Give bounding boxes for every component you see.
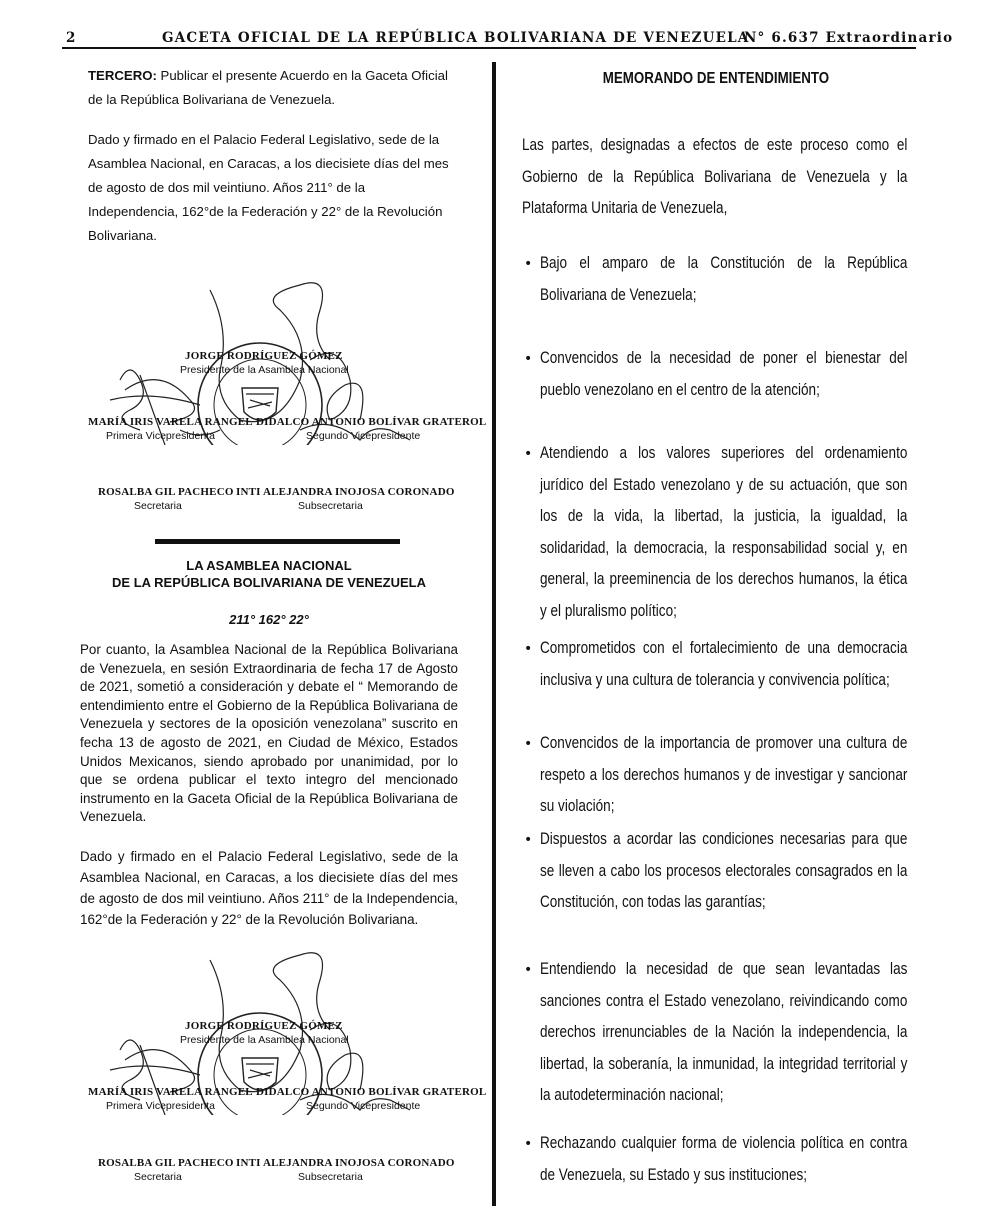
por-cuanto-paragraph: Por cuanto, la Asamblea Nacional de la República Bolivariana de Venezuela, en sesión Extraordinaria de fecha 17 de Agosto de 2021, sometió a consideración y debate el “ Memorando de entendimiento entre el Gobierno de la República Bolivariana de Venezuela y sectores de la oposición venezolana” suscrito en fecha 13 de agosto de 2021, en Ciudad de México, Estados Unidos Mexicanos, siendo aprobado por unanimidad, por lo que se ordena publicar el texto integro del mencionado instrumento en la Gaceta Oficial de la República Bolivariana de Venezuela.: [80, 642, 458, 825]
bullet-item: Rechazando cualquier forma de violencia política en contra de Venezuela, su Estado y sus instituciones;: [540, 1134, 908, 1184]
subsecretary-role: Subsecretaria: [298, 500, 363, 512]
dado-paragraph-2: Dado y firmado en el Palacio Federal Legislativo, sede de la Asamblea Nacional, en Caracas, a los diecisiete días del mes de agosto de dos mil veintiuno. Años 211° de la Independencia, 162°de la Federación y 22° de la Revolución Bolivariana.: [80, 849, 458, 927]
secretary-name-2: ROSALBA GIL PACHECO: [98, 1157, 234, 1169]
president-role: Presidente de la Asamblea Nacional: [180, 364, 349, 376]
memorandum-intro: Las partes, designadas a efectos de este proceso como el Gobierno de la República Bolivariana de Venezuela y la Plataforma Unitaria de Venezuela,: [522, 136, 908, 217]
bullet-glyph: •: [524, 1136, 533, 1152]
bullet-item: Comprometidos con el fortalecimiento de una democracia inclusiva y una cultura de tolerancia y convivencia política;: [540, 639, 908, 689]
bullet-glyph: •: [524, 256, 533, 272]
vp2-name-2: DIDALCO ANTONIO BOLÍVAR GRATEROL: [256, 1086, 487, 1098]
vp2-role-2: Segundo Vicepresidente: [306, 1100, 421, 1112]
subsecretary-name: INTI ALEJANDRA INOJOSA CORONADO: [236, 486, 455, 498]
tercero-text: Publicar el presente Acuerdo en la Gaceta Oficial de la República Bolivariana de Venezuela.: [88, 68, 448, 107]
gazette-title: GACETA OFICIAL DE LA REPÚBLICA BOLIVARIANA DE VENEZUELA: [162, 30, 750, 46]
bullet-glyph: •: [524, 736, 533, 752]
memorandum-title: MEMORANDO DE ENTENDIMIENTO: [602, 70, 830, 87]
tercero-label: TERCERO:: [88, 68, 157, 83]
bullet-item: Atendiendo a los valores superiores del ordenamiento jurídico del Estado venezolano y de su actuación, que son los de la vida, la libertad, la justicia, la igualdad, la solidaridad, la democracia, la responsabilidad social y, en general, la preeminencia de los derechos humanos, la ética y el pluralismo político;: [540, 444, 908, 620]
vp1-role-2: Primera Vicepresidenta: [106, 1100, 215, 1112]
secretary-role-2: Secretaria: [134, 1171, 182, 1183]
signature-block-2: [70, 950, 487, 1115]
bullet-item: Convencidos de la necesidad de poner el bienestar del pueblo venezolano en el centro de la atención;: [540, 349, 908, 399]
bullet-item: Entendiendo la necesidad de que sean levantadas las sanciones contra el Estado venezolano, reivindicando como derechos irrenunciables de la Nación la independencia, la libertad, la soberanía, la inmunidad, la integridad territorial y la autodeterminación nacional;: [540, 960, 908, 1104]
signature-block-1: [70, 280, 487, 445]
bullet-glyph: •: [524, 832, 533, 848]
secretary-name: ROSALBA GIL PACHECO: [98, 486, 234, 498]
bullet-glyph: •: [524, 351, 533, 367]
page-number: 2: [66, 30, 77, 46]
header-rule: [62, 47, 916, 49]
vp1-name-2: MARÍA IRIS VARELA RANGEL: [88, 1086, 253, 1098]
secretary-role: Secretaria: [134, 500, 182, 512]
issue-number: N° 6.637 Extraordinario: [744, 30, 954, 46]
column-divider: [492, 62, 496, 1206]
bullet-glyph: •: [524, 641, 533, 657]
section-bar: [155, 539, 400, 544]
president-name: JORGE RODRÍGUEZ GÓMEZ: [185, 350, 343, 362]
president-name-2: JORGE RODRÍGUEZ GÓMEZ: [185, 1020, 343, 1032]
bullet-glyph: •: [524, 962, 533, 978]
dado-paragraph-1: Dado y firmado en el Palacio Federal Legislativo, sede de la Asamblea Nacional, en Caracas, a los diecisiete días del mes de agosto de dos mil veintiuno. Años 211° de la Independencia, 162°de la Federación y 22° de la Revolución Bolivariana.: [88, 132, 449, 243]
subsecretary-name-2: INTI ALEJANDRA INOJOSA CORONADO: [236, 1157, 455, 1169]
tercero-paragraph: [88, 64, 458, 112]
president-role-2: Presidente de la Asamblea Nacional: [180, 1034, 349, 1046]
heading-line-2: DE LA REPÚBLICA BOLIVARIANA DE VENEZUELA: [112, 575, 426, 590]
vp1-role: Primera Vicepresidenta: [106, 430, 215, 442]
vp2-name: DIDALCO ANTONIO BOLÍVAR GRATEROL: [256, 416, 487, 428]
subsecretary-role-2: Subsecretaria: [298, 1171, 363, 1183]
bullet-item: Dispuestos a acordar las condiciones necesarias para que se lleven a cabo los procesos electorales consagrados en la Constitución, con todas las garantías;: [540, 830, 908, 911]
bullet-item: Bajo el amparo de la Constitución de la República Bolivariana de Venezuela;: [540, 254, 908, 304]
bullet-item: Convencidos de la importancia de promover una cultura de respeto a los derechos humanos y de investigar y sancionar su violación;: [540, 734, 908, 815]
vp2-role: Segundo Vicepresidente: [306, 430, 421, 442]
years-line: 211° 162° 22°: [229, 612, 309, 627]
heading-line-1: LA ASAMBLEA NACIONAL: [186, 558, 352, 573]
bullet-glyph: •: [524, 446, 533, 462]
vp1-name: MARÍA IRIS VARELA RANGEL: [88, 416, 253, 428]
